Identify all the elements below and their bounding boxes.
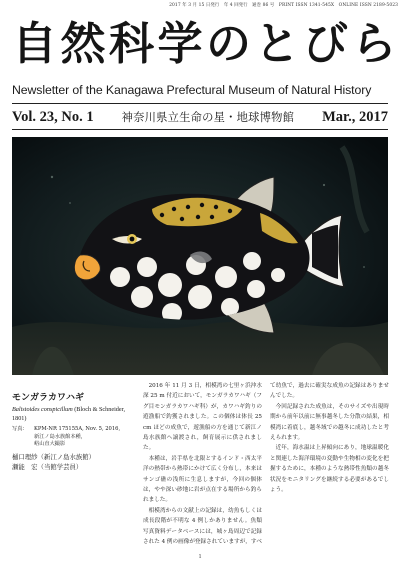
article-paragraph: 相模湾からの文献上の記録は，幼魚もしくは成長段階が不明な 4 例しかありません。魚類写真資料データベースには，城ヶ島周辺で記録された 4 例の画像が登録されていますが，すべて幼魚で，過去に確実な成魚の記録はありませんでした。: [143, 383, 389, 546]
header-rule-top: [12, 103, 388, 104]
newsletter-title: 自然科学のとびら: [12, 17, 400, 70]
specimen-info: [12, 426, 138, 449]
issue-volume: Vol. 23, No. 1: [12, 108, 94, 125]
scientific-authority: (Bloch & Schneider, 1801): [12, 406, 126, 422]
scientific-binomial: Balistoides conspicillum: [12, 406, 73, 413]
fish-spot: [271, 268, 285, 282]
fish-spot: [188, 285, 212, 309]
article-paragraph: 近年，海水温は上昇傾向にあり，地球温暖化と関連した海洋環境の変動や生物相の変化を把握するために，本種のような熱帯性魚類の越冬状況をモニタリングを継続する必要があるでしょう。: [270, 445, 389, 494]
triggerfish-illustration: [12, 137, 388, 375]
fish-spot: [110, 267, 130, 287]
fish-spot: [137, 257, 157, 277]
author-1: 樋口理紗（新江ノ島水族館）: [12, 453, 96, 461]
article-paragraph: 今回記録された成魚は，そのサイズや出現時期から前年以前に無事越冬した分散の結果，相模湾に着底し，越冬域での越冬に成功したと考えられます。: [270, 403, 389, 442]
author-credits: [12, 453, 138, 472]
newsletter-subtitle: Newsletter of the Kanagawa Prefectural Museum of Natural History: [12, 83, 372, 97]
fish-spot: [158, 273, 182, 297]
specimen-place: 新江ノ島水族館本種，: [34, 433, 86, 440]
article-paragraph: 2016 年 11 月 3 日，相模湾の七里ヶ浜沖水深 25 m 付近において，モンガラカワハギ（フグ目モンガラカワハギ科）が，カワハギ釣りの遊漁船で釣獲されました。この個体は体長 25 cm ほどの成魚で，遊漁船の方を通じて新江ノ島水族館へ譲渡され，飼育展示に供されました。: [143, 383, 262, 452]
fish-spot: [131, 286, 153, 308]
issue-bar: [12, 107, 388, 127]
species-scientific-name: [12, 406, 138, 423]
publication-info: 2017 年 3 月 15 日発行 年 4 回発行 通巻 86 号 PRINT ISSN 1341-545X ONLINE ISSN 2189-5023: [169, 3, 398, 8]
specimen-photographer: 峪山直大撮影: [34, 441, 66, 448]
species-japanese-name: モンガラカワハギ: [12, 393, 85, 403]
cover-photo: [12, 137, 388, 375]
article-paragraph: 本種は，岩手県を北限とするインド・西太平洋の熱帯から熱帯にかけて広く分布し，本来はサンゴ礁の浅所に生息しますが，今回の個体は，やや深い砂地に岩が点在する場所から釣られました。: [143, 455, 262, 504]
page-number: 1: [198, 554, 202, 560]
header-rule-bottom: [12, 129, 388, 130]
specimen-number: KPM-NR 175155A, Nov. 5, 2016,: [34, 426, 121, 432]
article-body: [143, 381, 389, 549]
fish-spot: [221, 298, 239, 316]
specimen-label: 写真：: [12, 426, 28, 432]
museum-name: 神奈川県立生命の星・地球博物館: [121, 111, 295, 124]
author-2: 瀬能 宏（当館学芸員）: [12, 462, 83, 471]
fish-spot: [215, 266, 237, 288]
issue-date: Mar., 2017: [322, 108, 388, 125]
fish-spot: [243, 252, 261, 270]
fish-spot: [247, 280, 265, 298]
